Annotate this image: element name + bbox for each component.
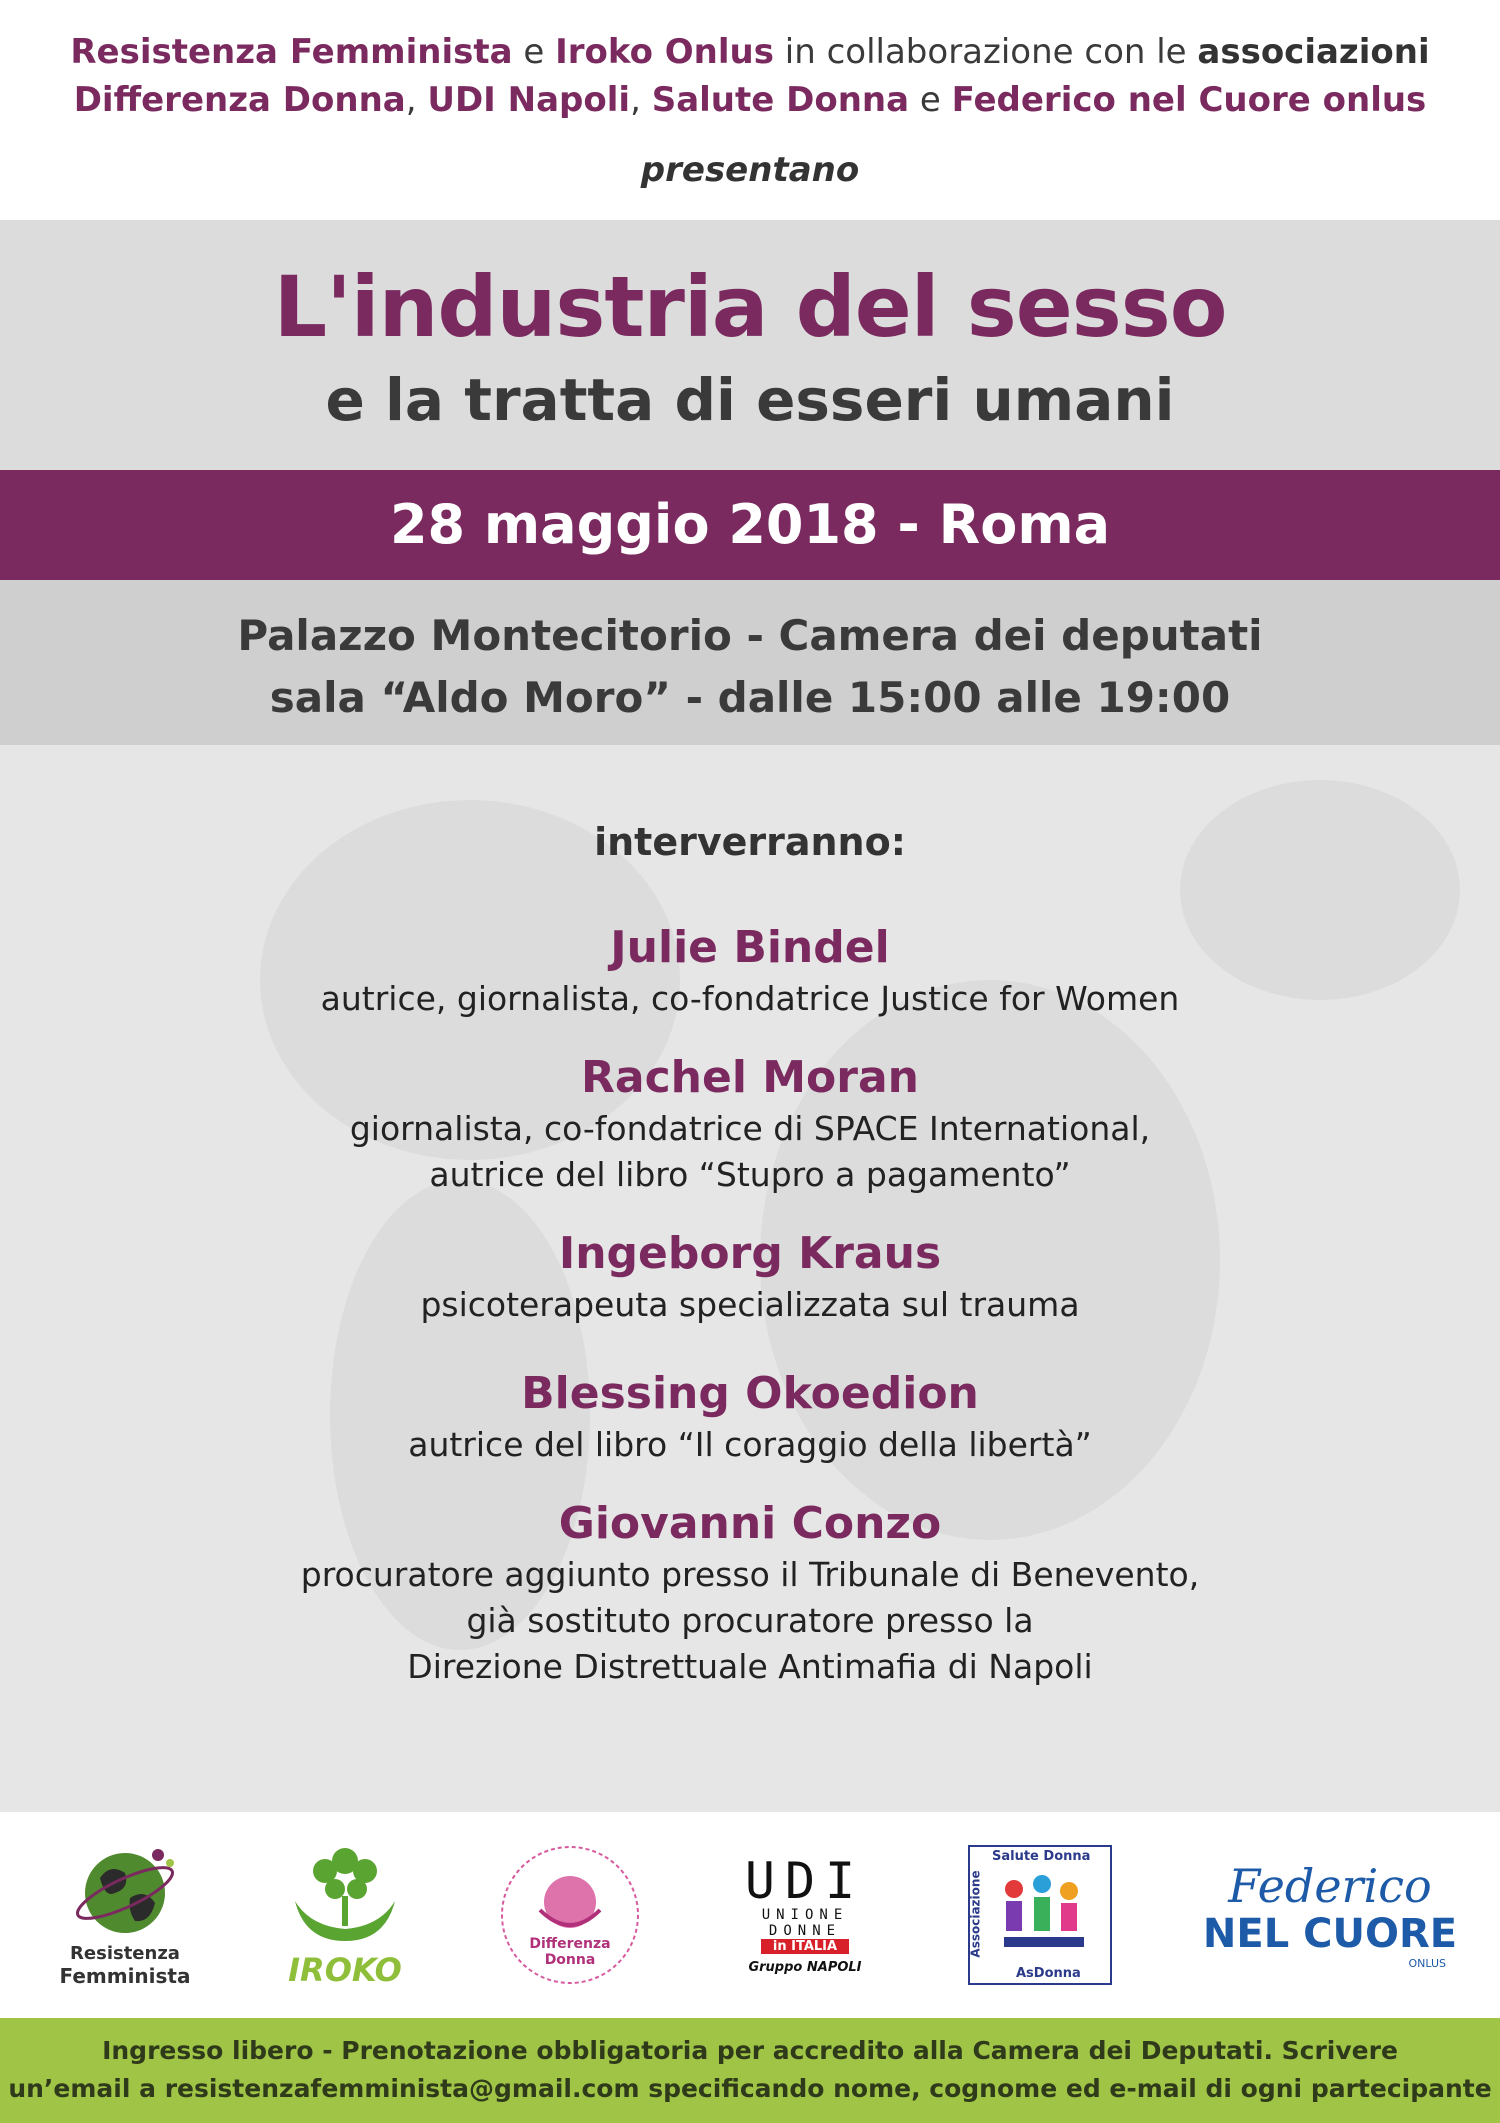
speaker-name: Blessing Okoedion: [521, 1368, 979, 1419]
speaker-item: [0, 1226, 1500, 1328]
event-venue: [0, 605, 1500, 729]
speaker-item: [0, 1366, 1500, 1468]
differenza-donna-logo: [490, 1835, 650, 1995]
speaker-item: [0, 1050, 1500, 1198]
speaker-name: Giovanni Conzo: [558, 1498, 942, 1549]
org-differenza: Differenza Donna: [73, 80, 406, 120]
speaker-role: giornalista, co-fondatrice di SPACE International,: [349, 1109, 1151, 1148]
speaker-item: [0, 1496, 1500, 1690]
conjunction: e: [919, 80, 941, 120]
footer-line: Ingresso libero - Prenotazione obbligatoria per accredito alla Camera dei Deputati. Scrivere: [102, 2036, 1398, 2065]
logo-text: DONNE: [768, 1923, 842, 1939]
speakers-list: [0, 920, 1500, 1716]
speaker-role: autrice del libro “Il coraggio della libertà”: [408, 1425, 1092, 1464]
event-subtitle: e la tratta di esseri umani: [325, 366, 1175, 434]
udi-napoli-logo: [735, 1835, 875, 1995]
federico-nel-cuore-logo: [1190, 1835, 1470, 1995]
salute-donna-logo: [965, 1835, 1115, 1995]
speaker-role: Direzione Distrettuale Antimafia di Napoli: [407, 1647, 1093, 1686]
logo-text: Femminista: [59, 1963, 191, 1988]
header-organizers: [0, 28, 1500, 124]
presentano-label: presentano: [640, 150, 860, 190]
logo-text: Donna: [544, 1952, 596, 1968]
footer-line: un’email a resistenzafemminista@gmail.com specificando nome, cognome ed e-mail di ogni partecipante: [8, 2074, 1492, 2103]
logo-text: NEL CUORE: [1202, 1910, 1458, 1957]
logo-text: UNIONE: [761, 1907, 849, 1923]
org-iroko: Iroko Onlus: [555, 32, 774, 72]
event-date: 28 maggio 2018 - Roma: [389, 493, 1111, 556]
logo-text: in ITALIA: [761, 1939, 849, 1954]
event-title: L'industria del sesso: [273, 258, 1227, 356]
org-salute: Salute Donna: [651, 80, 910, 120]
logo-text: Salute Donna: [992, 1849, 1091, 1864]
seal-icon: [495, 1840, 645, 1990]
globe-icon: [70, 1843, 180, 1943]
org-udi: UDI Napoli: [427, 80, 631, 120]
resistenza-femminista-logo: [50, 1835, 200, 1995]
speaker-role: autrice, giornalista, co-fondatrice Justice for Women: [320, 979, 1180, 1018]
org-resistenza: Resistenza Femminista: [70, 32, 513, 72]
venue-line: Palazzo Montecitorio - Camera dei deputati: [237, 611, 1263, 660]
speaker-name: Ingeborg Kraus: [558, 1228, 942, 1279]
org-federico: Federico nel Cuore onlus: [951, 80, 1427, 120]
logo-text: IROKO: [288, 1951, 402, 1989]
salute-frame: [968, 1845, 1112, 1985]
footer-text: [0, 2032, 1500, 2108]
speaker-name: Rachel Moran: [581, 1052, 919, 1103]
logo-text: Gruppo NAPOLI: [748, 1960, 862, 1975]
logo-text: UDI: [744, 1852, 866, 1910]
speaker-role: procuratore aggiunto presso il Tribunale di Benevento,: [300, 1555, 1200, 1594]
logo-text: Resistenza: [70, 1942, 180, 1964]
figures-icon: [994, 1869, 1094, 1959]
separator: ,: [405, 80, 417, 120]
logo-text: AsDonna: [1016, 1966, 1081, 1981]
speaker-role: già sostituto procuratore presso la: [466, 1601, 1034, 1640]
logo-text: ONLUS: [1408, 1956, 1446, 1970]
collab-text: in collaborazione con le: [784, 32, 1187, 72]
iroko-logo: [280, 1835, 410, 1995]
speaker-role: psicoterapeuta specializzata sul trauma: [420, 1285, 1080, 1324]
venue-line: sala “Aldo Moro” - dalle 15:00 alle 19:00: [269, 673, 1231, 722]
speaker-role: autrice del libro “Stupro a pagamento”: [429, 1155, 1071, 1194]
tree-hands-icon: [285, 1841, 405, 1951]
conjunction: e: [523, 32, 545, 72]
separator: ,: [630, 80, 641, 120]
associations-label: associazioni: [1197, 32, 1430, 72]
logo-text: Federico: [1228, 1858, 1432, 1913]
speaker-name: Julie Bindel: [610, 922, 890, 973]
speaker-item: [0, 920, 1500, 1022]
logo-text: Differenza: [529, 1936, 611, 1952]
speakers-heading: interverranno:: [594, 820, 906, 864]
logo-text: Associazione: [968, 1870, 983, 1958]
